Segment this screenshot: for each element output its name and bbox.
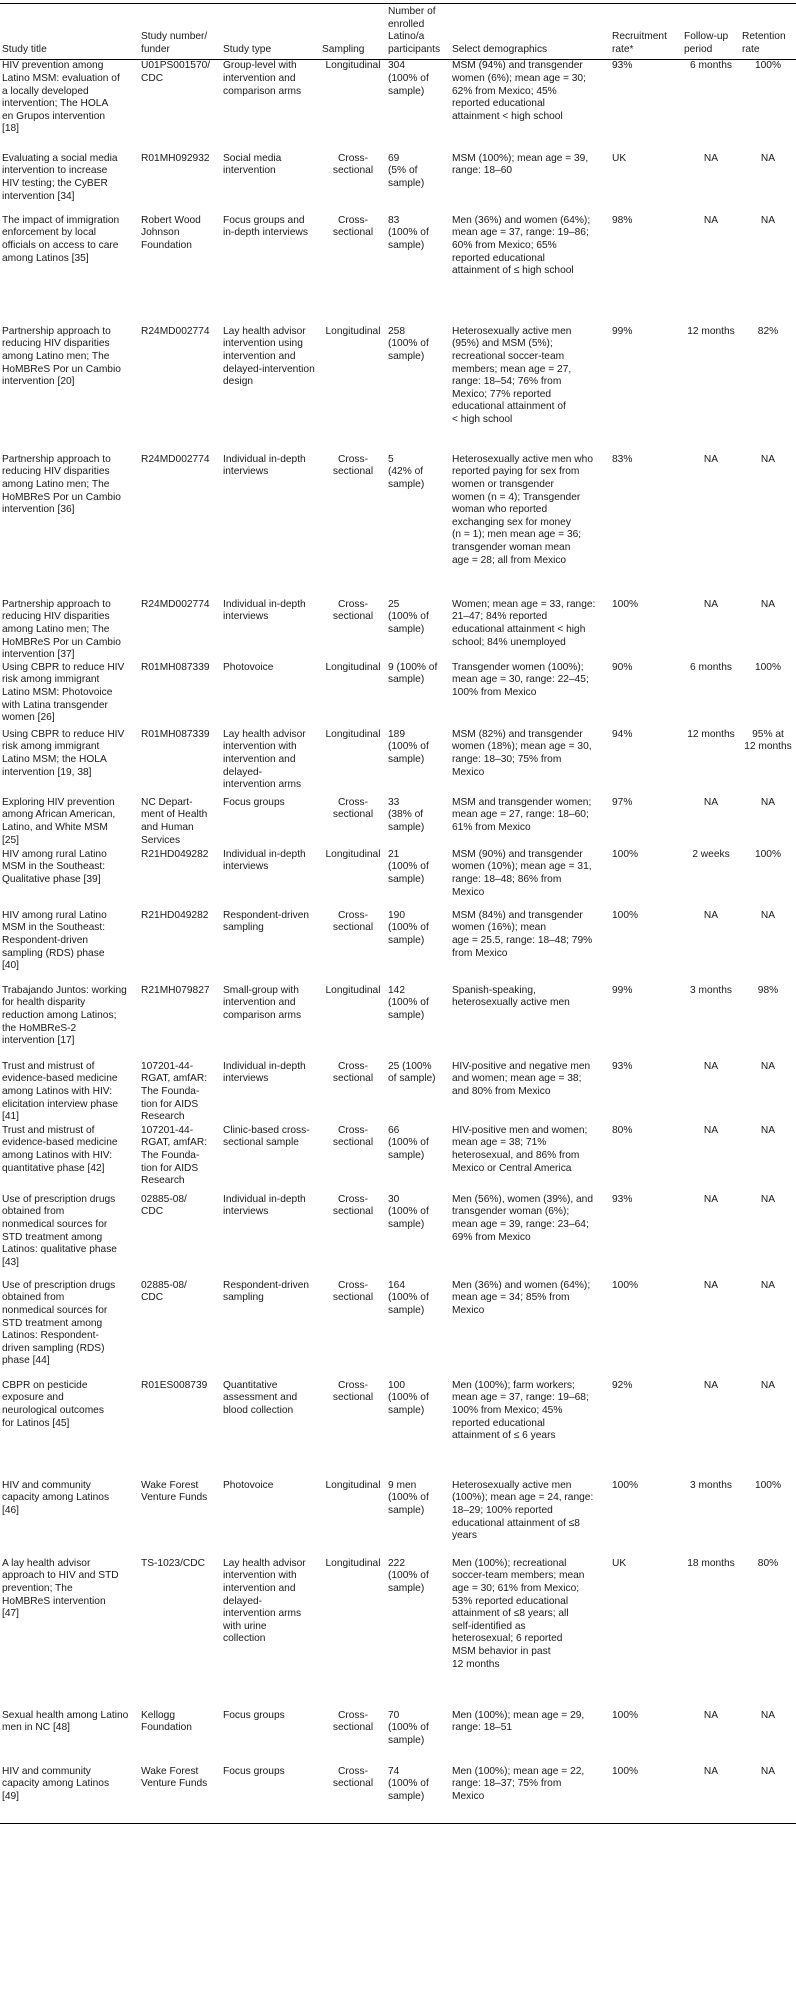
cell-study-number-funder: R21MH079827	[141, 984, 210, 996]
cell-recruitment-rate: 100%	[612, 909, 639, 921]
cell-follow-up-period: 2 weeks	[692, 848, 730, 860]
cell-study-number-funder: Robert Wood Johnson Foundation	[141, 214, 201, 252]
cell-study-type: Individual in-depth interviews	[223, 848, 306, 873]
cell-select-demographics: Men (100%); mean age = 22, range: 18–37; 75% from Mexico	[452, 1765, 585, 1803]
cell-follow-up-period: NA	[703, 1709, 719, 1721]
cell-recruitment-rate: 93%	[612, 1060, 633, 1072]
cell-enrolled-participants: 21 (100% of sample)	[388, 848, 429, 886]
cell-study-number-funder: Wake Forest Venture Funds	[141, 1479, 208, 1504]
cell-retention-rate: NA	[760, 1765, 776, 1777]
column-header-retention-rate: Retention rate	[742, 31, 786, 55]
cell-enrolled-participants: 83 (100% of sample)	[388, 214, 429, 252]
cell-enrolled-participants: 258 (100% of sample)	[388, 325, 429, 363]
cell-sampling: Cross- sectional	[332, 1709, 374, 1734]
cell-recruitment-rate: 100%	[612, 1765, 639, 1777]
cell-study-type: Respondent-driven sampling	[223, 909, 310, 934]
cell-follow-up-period: NA	[703, 1124, 719, 1136]
cell-recruitment-rate: UK	[612, 1557, 627, 1569]
cell-enrolled-participants: 304 (100% of sample)	[388, 60, 429, 97]
cell-study-type: Quantitative assessment and blood collection	[223, 1379, 298, 1417]
cell-follow-up-period: NA	[703, 152, 719, 164]
column-header-follow-up-period: Follow-up period	[684, 31, 729, 55]
cell-follow-up-period: NA	[703, 598, 719, 610]
cell-sampling: Longitudinal	[325, 728, 381, 740]
cell-select-demographics: HIV-positive and negative men and women; mean age = 38; and 80% from Mexico	[452, 1060, 591, 1098]
cell-retention-rate: NA	[760, 1709, 776, 1721]
cell-retention-rate: 82%	[757, 325, 779, 337]
cell-retention-rate: NA	[760, 214, 776, 226]
cell-retention-rate: 98%	[757, 984, 779, 996]
cell-study-title: HIV and community capacity among Latinos [49]	[2, 1765, 110, 1803]
cell-enrolled-participants: 25 (100% of sample)	[388, 1060, 436, 1085]
cell-retention-rate: NA	[760, 796, 776, 808]
cell-select-demographics: Heterosexually active men who reported paying for sex from women or transgender women (n = 4); Transgender woman who reported exchanging sex for money (n = 1); men mean age = 36; transgender woman mean age = 28; all from Mexico	[452, 453, 593, 566]
cell-recruitment-rate: 92%	[612, 1379, 633, 1391]
cell-sampling: Longitudinal	[325, 60, 381, 72]
table-row	[0, 797, 796, 849]
column-header-select-demographics: Select demographics	[452, 43, 548, 55]
cell-follow-up-period: 12 months	[687, 325, 735, 337]
cell-enrolled-participants: 222 (100% of sample)	[388, 1557, 429, 1595]
cell-select-demographics: Men (36%) and women (64%); mean age = 37, range: 19–86; 60% from Mexico; 65% reported educational attainment of ≤ high school	[452, 214, 591, 277]
table-row	[0, 60, 796, 153]
cell-enrolled-participants: 30 (100% of sample)	[388, 1193, 429, 1231]
header-row	[0, 4, 796, 60]
cell-enrolled-participants: 69 (5% of sample)	[388, 152, 425, 190]
cell-sampling: Longitudinal	[325, 984, 381, 996]
cell-retention-rate: 100%	[754, 1479, 782, 1491]
cell-study-type: Small-group with intervention and comparison arms	[223, 984, 302, 1022]
cell-sampling: Longitudinal	[325, 848, 381, 860]
table-row	[0, 1194, 796, 1280]
table-row	[0, 849, 796, 910]
cell-study-number-funder: Wake Forest Venture Funds	[141, 1765, 208, 1790]
cell-study-title: Use of prescription drugs obtained from nonmedical sources for STD treatment among Latinos: Respondent- driven sampling (RDS) phase [44]	[2, 1279, 116, 1367]
cell-study-number-funder: R01MH087339	[141, 728, 210, 740]
cell-study-number-funder: 107201-44- RGAT, amfAR: The Founda- tion for AIDS Research	[141, 1124, 208, 1187]
cell-sampling: Cross- sectional	[332, 1765, 374, 1790]
cell-study-type: Lay health advisor intervention with intervention and delayed- intervention arms	[223, 728, 306, 791]
table-row	[0, 215, 796, 326]
cell-recruitment-rate: 90%	[612, 661, 633, 673]
cell-sampling: Cross- sectional	[332, 796, 374, 821]
cell-study-number-funder: NC Depart- ment of Health and Human Services	[141, 796, 208, 846]
table-row	[0, 985, 796, 1061]
cell-study-title: Exploring HIV prevention among African American, Latino, and White MSM [25]	[2, 796, 116, 846]
cell-study-type: Individual in-depth interviews	[223, 598, 306, 623]
cell-study-type: Clinic-based cross- sectional sample	[223, 1124, 310, 1149]
table-row	[0, 662, 796, 729]
cell-follow-up-period: NA	[703, 1379, 719, 1391]
cell-enrolled-participants: 70 (100% of sample)	[388, 1709, 429, 1747]
cell-recruitment-rate: 100%	[612, 1279, 639, 1291]
cell-study-type: Individual in-depth interviews	[223, 453, 306, 478]
table-row	[0, 1380, 796, 1480]
column-header-sampling: Sampling	[322, 43, 365, 55]
cell-retention-rate: 100%	[754, 848, 782, 860]
cell-retention-rate: NA	[760, 1193, 776, 1205]
cell-study-title: HIV among rural Latino MSM in the Southeast: Respondent-driven sampling (RDS) phase [40]	[2, 909, 107, 972]
cell-recruitment-rate: 99%	[612, 984, 633, 996]
cell-recruitment-rate: 98%	[612, 214, 633, 226]
cell-recruitment-rate: 100%	[612, 1709, 639, 1721]
studies-table	[0, 3, 796, 1824]
cell-follow-up-period: NA	[703, 1765, 719, 1777]
cell-select-demographics: MSM (82%) and transgender women (18%); mean age = 30, range: 18–30; 75% from Mexico	[452, 728, 592, 778]
column-header-study-number-funder: Study number/ funder	[141, 31, 208, 55]
cell-study-number-funder: R24MD002774	[141, 325, 210, 337]
column-header-enrolled-participants: Number of enrolled Latino/a participants	[388, 6, 441, 55]
table-row	[0, 1125, 796, 1194]
cell-follow-up-period: 12 months	[687, 728, 735, 740]
cell-recruitment-rate: 99%	[612, 325, 633, 337]
cell-enrolled-participants: 74 (100% of sample)	[388, 1765, 429, 1803]
cell-enrolled-participants: 33 (38% of sample)	[388, 796, 425, 834]
cell-retention-rate: NA	[760, 598, 776, 610]
cell-select-demographics: Men (100%); recreational soccer-team members; mean age = 30; 61% from Mexico; 53% reported educational attainment of ≤8 years; all self-identified as heterosexual; 6 reported MSM behavior in past 12 months	[452, 1557, 585, 1670]
table-row	[0, 1280, 796, 1380]
cell-retention-rate: NA	[760, 453, 776, 465]
cell-enrolled-participants: 66 (100% of sample)	[388, 1124, 429, 1162]
cell-study-type: Focus groups and in-depth interviews	[223, 214, 308, 239]
cell-study-number-funder: 02885-08/ CDC	[141, 1193, 187, 1218]
cell-study-type: Social media intervention	[223, 152, 282, 177]
cell-study-number-funder: 107201-44- RGAT, amfAR: The Founda- tion for AIDS Research	[141, 1060, 208, 1123]
cell-enrolled-participants: 25 (100% of sample)	[388, 598, 429, 636]
cell-enrolled-participants: 9 (100% of sample)	[388, 661, 438, 686]
cell-select-demographics: Men (56%), women (39%), and transgender woman (6%); mean age = 39, range: 23–64; 69% from Mexico	[452, 1193, 593, 1243]
cell-study-title: CBPR on pesticide exposure and neurological outcomes for Latinos [45]	[2, 1379, 104, 1429]
cell-study-title: Partnership approach to reducing HIV disparities among Latino men; The HoMBReS Por un Cambio intervention [36]	[2, 453, 121, 516]
cell-study-title: Trust and mistrust of evidence-based medicine among Latinos with HIV: elicitation interview phase [41]	[2, 1060, 119, 1123]
cell-study-title: Use of prescription drugs obtained from nonmedical sources for STD treatment among Latinos: qualitative phase [43]	[2, 1193, 117, 1268]
cell-retention-rate: NA	[760, 1379, 776, 1391]
table-header	[0, 4, 796, 60]
cell-recruitment-rate: 97%	[612, 796, 633, 808]
cell-enrolled-participants: 189 (100% of sample)	[388, 728, 429, 766]
cell-study-type: Focus groups	[223, 1765, 285, 1777]
cell-sampling: Longitudinal	[325, 325, 381, 337]
cell-study-title: Using CBPR to reduce HIV risk among immigrant Latino MSM: Photovoice with Latina transgender women [26]	[2, 661, 125, 724]
cell-follow-up-period: NA	[703, 909, 719, 921]
cell-select-demographics: Men (100%); farm workers; mean age = 37, range: 19–68; 100% from Mexico; 45% reported educational attainment of ≤ 6 years	[452, 1379, 589, 1442]
cell-recruitment-rate: 100%	[612, 598, 639, 610]
cell-sampling: Cross- sectional	[332, 152, 374, 177]
cell-enrolled-participants: 190 (100% of sample)	[388, 909, 429, 947]
cell-study-type: Focus groups	[223, 796, 285, 808]
cell-sampling: Longitudinal	[325, 1479, 381, 1491]
cell-retention-rate: 100%	[754, 60, 782, 72]
cell-sampling: Cross- sectional	[332, 1193, 374, 1218]
cell-study-type: Group-level with intervention and comparison arms	[223, 60, 302, 97]
cell-follow-up-period: NA	[703, 1060, 719, 1072]
table-row	[0, 153, 796, 215]
cell-retention-rate: NA	[760, 152, 776, 164]
cell-study-title: The impact of immigration enforcement by local officials on access to care among Latinos [35]	[2, 214, 120, 264]
cell-study-title: Trabajando Juntos: working for health disparity reduction among Latinos; the HoMBReS-2 intervention [17]	[2, 984, 127, 1047]
cell-study-type: Focus groups	[223, 1709, 285, 1721]
table-row	[0, 599, 796, 662]
cell-enrolled-participants: 100 (100% of sample)	[388, 1379, 429, 1417]
table-row	[0, 1766, 796, 1824]
cell-select-demographics: Men (36%) and women (64%); mean age = 34; 85% from Mexico	[452, 1279, 591, 1317]
cell-enrolled-participants: 5 (42% of sample)	[388, 453, 425, 491]
cell-follow-up-period: 3 months	[690, 984, 732, 996]
cell-study-title: Sexual health among Latino men in NC [48]	[2, 1709, 129, 1734]
cell-study-title: Partnership approach to reducing HIV disparities among Latino men; The HoMBReS Por un Cambio intervention [37]	[2, 598, 121, 661]
cell-follow-up-period: 6 months	[690, 60, 732, 72]
cell-recruitment-rate: UK	[612, 152, 627, 164]
cell-sampling: Cross- sectional	[332, 214, 374, 239]
column-header-study-title: Study title	[2, 43, 47, 55]
cell-select-demographics: MSM (90%) and transgender women (10%); mean age = 31, range: 18–48; 86% from Mexico	[452, 848, 592, 898]
cell-follow-up-period: 6 months	[690, 661, 732, 673]
cell-select-demographics: Transgender women (100%); mean age = 30, range: 22–45; 100% from Mexico	[452, 661, 589, 699]
cell-study-type: Respondent-driven sampling	[223, 1279, 310, 1304]
cell-study-number-funder: Kellogg Foundation	[141, 1709, 192, 1734]
cell-sampling: Cross- sectional	[332, 909, 374, 934]
cell-recruitment-rate: 94%	[612, 728, 633, 740]
cell-select-demographics: MSM and transgender women; mean age = 27, range: 18–60; 61% from Mexico	[452, 796, 592, 834]
cell-sampling: Cross- sectional	[332, 598, 374, 623]
cell-sampling: Cross- sectional	[332, 1279, 374, 1304]
cell-study-title: HIV prevention among Latino MSM: evaluation of a locally developed intervention; The HOLA en Grupos intervention [18]	[2, 60, 120, 135]
cell-study-type: Individual in-depth interviews	[223, 1193, 306, 1218]
cell-recruitment-rate: 93%	[612, 60, 633, 72]
table-row	[0, 454, 796, 599]
cell-study-title: Trust and mistrust of evidence-based medicine among Latinos with HIV: quantitative phase [42]	[2, 1124, 118, 1174]
cell-follow-up-period: 3 months	[690, 1479, 732, 1491]
cell-enrolled-participants: 9 men (100% of sample)	[388, 1479, 429, 1517]
table-row	[0, 1061, 796, 1125]
cell-retention-rate: NA	[760, 909, 776, 921]
cell-sampling: Longitudinal	[325, 661, 381, 673]
cell-follow-up-period: NA	[703, 453, 719, 465]
cell-follow-up-period: NA	[703, 214, 719, 226]
cell-retention-rate: 95% at 12 months	[744, 728, 792, 753]
cell-recruitment-rate: 80%	[612, 1124, 633, 1136]
cell-study-title: HIV and community capacity among Latinos [46]	[2, 1479, 110, 1517]
cell-study-number-funder: R21HD049282	[141, 848, 209, 860]
cell-study-number-funder: R01MH087339	[141, 661, 210, 673]
cell-sampling: Cross- sectional	[332, 1379, 374, 1404]
cell-follow-up-period: NA	[703, 1279, 719, 1291]
cell-retention-rate: NA	[760, 1060, 776, 1072]
cell-select-demographics: MSM (100%); mean age = 39, range: 18–60	[452, 152, 589, 177]
cell-study-number-funder: TS-1023/CDC	[141, 1557, 205, 1569]
cell-select-demographics: Men (100%); mean age = 29, range: 18–51	[452, 1709, 585, 1734]
cell-select-demographics: Heterosexually active men (95%) and MSM (5%); recreational soccer-team members; mean age = 27, range: 18–54; 76% from Mexico; 77% reported educational attainment of < high school	[452, 325, 572, 426]
cell-study-number-funder: R01MH092932	[141, 152, 210, 164]
cell-retention-rate: 80%	[757, 1557, 779, 1569]
table-row	[0, 910, 796, 985]
cell-retention-rate: 100%	[754, 661, 782, 673]
cell-study-type: Photovoice	[223, 1479, 274, 1491]
cell-sampling: Cross- sectional	[332, 453, 374, 478]
cell-recruitment-rate: 100%	[612, 848, 639, 860]
cell-select-demographics: MSM (84%) and transgender women (16%); mean age = 25.5, range: 18–48; 79% from Mexico	[452, 909, 593, 959]
cell-study-type: Individual in-depth interviews	[223, 1060, 306, 1085]
cell-study-title: Using CBPR to reduce HIV risk among immigrant Latino MSM; the HOLA intervention [19, 38]	[2, 728, 125, 778]
cell-sampling: Cross- sectional	[332, 1124, 374, 1149]
cell-study-number-funder: 02885-08/ CDC	[141, 1279, 187, 1304]
cell-retention-rate: NA	[760, 1279, 776, 1291]
table-row	[0, 729, 796, 797]
cell-study-number-funder: U01PS001570/ CDC	[141, 60, 211, 84]
cell-study-number-funder: R24MD002774	[141, 453, 210, 465]
cell-select-demographics: MSM (94%) and transgender women (6%); mean age = 30; 62% from Mexico; 45% reported educational attainment < high school	[452, 60, 586, 122]
cell-follow-up-period: NA	[703, 796, 719, 808]
table-body	[0, 60, 796, 1824]
cell-study-title: HIV among rural Latino MSM in the Southeast: Qualitative phase [39]	[2, 848, 107, 886]
column-header-study-type: Study type	[223, 43, 272, 55]
cell-study-title: A lay health advisor approach to HIV and STD prevention; The HoMBReS intervention [47]	[2, 1557, 119, 1620]
table-row	[0, 326, 796, 454]
cell-follow-up-period: 18 months	[687, 1557, 735, 1569]
cell-study-type: Photovoice	[223, 661, 274, 673]
cell-select-demographics: Spanish-speaking, heterosexually active men	[452, 984, 570, 1009]
cell-study-number-funder: R21HD049282	[141, 909, 209, 921]
table-row	[0, 1710, 796, 1766]
cell-study-title: Partnership approach to reducing HIV disparities among Latino men; The HoMBReS Por un Cambio intervention [20]	[2, 325, 121, 388]
cell-retention-rate: NA	[760, 1124, 776, 1136]
table-row	[0, 1480, 796, 1558]
cell-select-demographics: HIV-positive men and women; mean age = 38; 71% heterosexual, and 86% from Mexico or Central America	[452, 1124, 588, 1174]
cell-study-number-funder: R24MD002774	[141, 598, 210, 610]
cell-select-demographics: Heterosexually active men (100%); mean age = 24, range: 18–29; 100% reported educational attainment of ≤8 years	[452, 1479, 594, 1542]
cell-study-number-funder: R01ES008739	[141, 1379, 208, 1391]
cell-recruitment-rate: 83%	[612, 453, 633, 465]
cell-study-type: Lay health advisor intervention with intervention and delayed- intervention arms with urine collection	[223, 1557, 306, 1645]
cell-recruitment-rate: 100%	[612, 1479, 639, 1491]
cell-select-demographics: Women; mean age = 33, range: 21–47; 84% reported educational attainment < high school; 84% unemployed	[452, 598, 596, 648]
cell-sampling: Longitudinal	[325, 1557, 381, 1569]
column-header-recruitment-rate: Recruitment rate*	[612, 31, 667, 55]
cell-study-type: Lay health advisor intervention using intervention and delayed-intervention design	[223, 325, 315, 388]
cell-follow-up-period: NA	[703, 1193, 719, 1205]
cell-sampling: Cross- sectional	[332, 1060, 374, 1085]
cell-study-title: Evaluating a social media intervention to increase HIV testing; the CyBER intervention [34]	[2, 152, 118, 202]
cell-enrolled-participants: 142 (100% of sample)	[388, 984, 429, 1022]
table-row	[0, 1558, 796, 1710]
cell-enrolled-participants: 164 (100% of sample)	[388, 1279, 429, 1317]
cell-recruitment-rate: 93%	[612, 1193, 633, 1205]
